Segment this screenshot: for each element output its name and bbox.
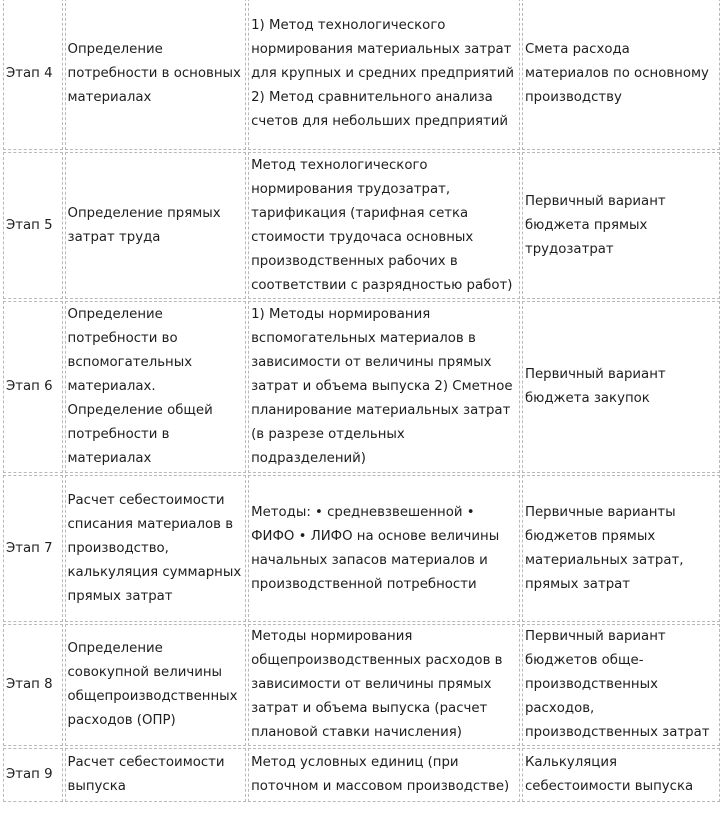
- result-cell: Калькуляция себестоимости выпуска: [522, 748, 720, 802]
- method-cell: Методы: • средневзвешенной • ФИФО • ЛИФО на основе величины начальных запасов материалов и производственной потребности: [248, 475, 520, 622]
- table-row: [3, 748, 720, 802]
- task-cell: Определение потребности во вспомогательных материалах. Определение общей потребности в материалах: [65, 301, 247, 473]
- task-cell: Определение совокупной величины общепроизводственных расходов (ОПР): [65, 624, 247, 746]
- result-cell: Первичный вариант бюджета прямых трудозатрат: [522, 152, 720, 299]
- stage-cell: Этап 6: [3, 301, 63, 473]
- stage-cell: Этап 7: [3, 475, 63, 622]
- stage-cell: Этап 9: [3, 748, 63, 802]
- task-cell: Расчет себестоимости выпуска: [65, 748, 247, 802]
- table-row: [3, 0, 720, 150]
- table-row: [3, 152, 720, 299]
- task-cell: Определение прямых затрат труда: [65, 152, 247, 299]
- table-row: [3, 624, 720, 746]
- method-cell: 1) Методы нормирования вспомогательных материалов в зависимости от величины прямых затрат и объема выпуска 2) Сметное планирование материальных затрат (в разрезе отдельных подразделений): [248, 301, 520, 473]
- result-cell: Первичный вариант бюджетов обще-производственных расходов, производственных затрат: [522, 624, 720, 746]
- task-cell: Определение потребности в основных материалах: [65, 0, 247, 150]
- method-cell: 1) Метод технологического нормирования материальных затрат для крупных и средних предприятий 2) Метод сравнительного анализа счетов для небольших предприятий: [248, 0, 520, 150]
- result-cell: Смета расхода материалов по основному производству: [522, 0, 720, 150]
- stage-cell: Этап 5: [3, 152, 63, 299]
- method-cell: Методы нормирования общепроизводственных расходов в зависимости от величины прямых затрат и объема выпуска (расчет плановой ставки начисления): [248, 624, 520, 746]
- task-cell: Расчет себестоимости списания материалов в производство, калькуляция суммарных прямых затрат: [65, 475, 247, 622]
- budget-stages-table: [1, 0, 722, 804]
- method-cell: Метод технологического нормирования трудозатрат, тарификация (тарифная сетка стоимости трудочаса основных производственных рабочих в соответствии с разрядностью работ): [248, 152, 520, 299]
- method-cell: Метод условных единиц (при поточном и массовом производстве): [248, 748, 520, 802]
- stage-cell: Этап 8: [3, 624, 63, 746]
- result-cell: Первичные варианты бюджетов прямых материальных затрат, прямых затрат: [522, 475, 720, 622]
- stage-cell: Этап 4: [3, 0, 63, 150]
- result-cell: Первичный вариант бюджета закупок: [522, 301, 720, 473]
- table-row: [3, 475, 720, 622]
- table-row: [3, 301, 720, 473]
